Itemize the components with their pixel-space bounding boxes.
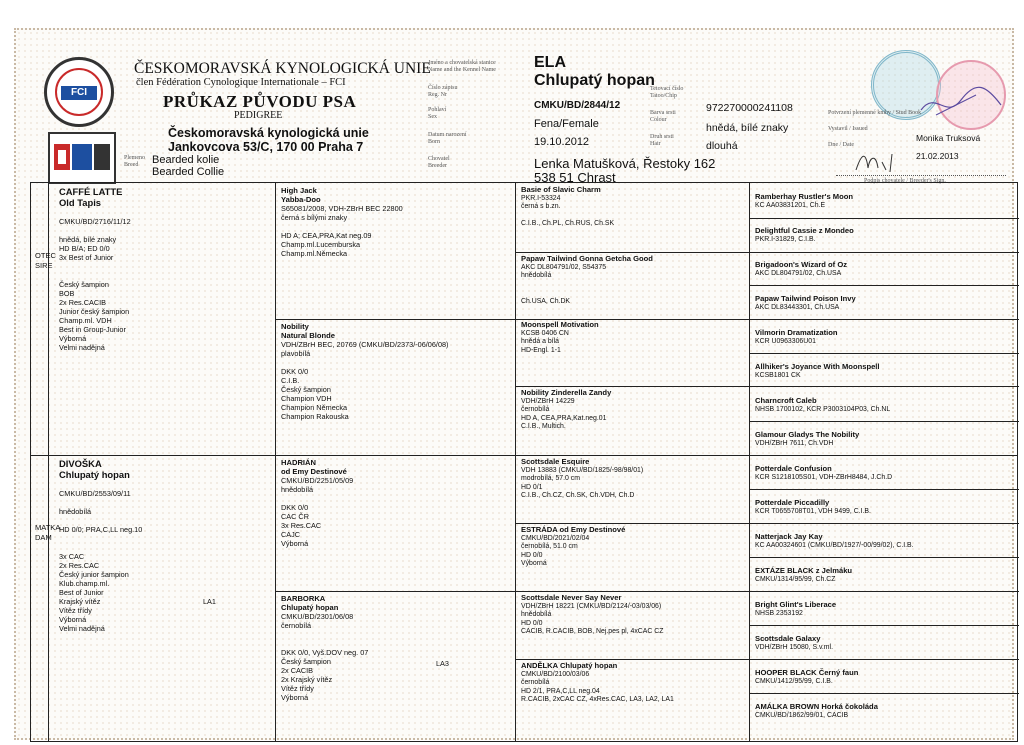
pedigree-detail-line: [521, 289, 745, 298]
org-name: ČESKOMORAVSKÁ KYNOLOGICKÁ UNIE: [134, 60, 431, 77]
gen3-ancestor-cell: [521, 594, 745, 637]
pedigree-grid: [30, 182, 1018, 742]
org-address: Jankovcova 53/C, 170 00 Praha 7: [168, 140, 364, 154]
pedigree-detail-line: [59, 534, 269, 543]
pedigree-detail-line: C.I.B., Ch.PL, Ch.RUS, Ch.SK: [521, 220, 615, 228]
ancestor-reg: KCR S1218105S01, VDH-ZBrH8484, J.Ch.D: [755, 474, 893, 481]
gen4-ancestor-cell: [755, 498, 1015, 516]
pedigree-detail-line: hnědobílá: [521, 272, 552, 280]
ancestor-kennel: Natural Blonde: [281, 331, 336, 340]
pedigree-detail-line: CMKU/BD/2251/05/09: [281, 476, 354, 485]
pedigree-detail-line: plavobílá: [281, 349, 311, 358]
pedigree-detail-line: HD 0/0: [521, 619, 543, 627]
pedigree-detail-line: hnědobílá: [521, 611, 552, 619]
pedigree-detail-line: CAC ČR: [281, 512, 309, 521]
pedigree-detail-line: KCSB 0406 CN: [521, 329, 569, 337]
gen3-ancestor-cell: [521, 389, 745, 432]
ancestor-name: Papaw Tailwind Gonna Getcha Good: [521, 254, 653, 263]
gen4-ancestor-cell: [755, 294, 1015, 312]
gen4-ancestor-cell: [755, 532, 1015, 550]
pedigree-detail-line: VDH 13883 (CMKU/BD/1825/-98/98/01): [521, 466, 644, 474]
ancestor-name: Potterdale Piccadilly: [755, 498, 830, 507]
pedigree-detail-line: Český šampion: [281, 657, 331, 666]
dog-kennel: Chlupatý hopan: [534, 72, 655, 89]
gen4-ancestor-cell: [755, 328, 1015, 346]
side-letter: T: [45, 523, 51, 532]
gen3-ancestor-cell: [521, 526, 745, 569]
pedigree-detail-line: [59, 226, 269, 235]
pedigree-detail-line: 2x Res.CAC: [59, 561, 100, 570]
pedigree-detail-line: hnědobílá: [281, 485, 314, 494]
label-name-kennel: Jméno a chovatelská stanice Name and the Kennel Name: [428, 60, 496, 73]
pedigree-detail-line: [59, 208, 269, 217]
side-letter: A: [55, 523, 60, 532]
ancestor-reg: KC AA03831201, Ch.E: [755, 202, 826, 209]
pedigree-detail-line: C.I.B., Ch.CZ, Ch.SK, Ch.VDH, Ch.D: [521, 492, 635, 500]
pedigree-detail-line: hnědá, bílé znaky: [59, 235, 117, 244]
pedigree-detail-line: Výborná: [59, 334, 87, 343]
gen2-ancestor-cell: [281, 322, 509, 421]
ancestor-name: Vilmorin Dramatization: [755, 328, 838, 337]
pedigree-detail-line: CMKU/BD/2553/09/11: [59, 489, 131, 498]
dam-kennel: Chlupatý hopan: [59, 468, 130, 480]
pedigree-detail-line: Vítěz třídy: [281, 684, 314, 693]
pedigree-detail-line: Výborná: [59, 615, 87, 624]
pedigree-detail-line: HD 0/0; PRA,C,LL neg.10: [59, 525, 143, 534]
ancestor-name: Basie of Slavic Charm: [521, 185, 601, 194]
ancestor-name: EXTÁZE BLACK z Jelmáku: [755, 566, 853, 575]
ancestor-name: High Jack: [281, 186, 317, 195]
side-letter: E: [45, 251, 51, 260]
label-signature: Podpis chovatele / Breeder's Sign.: [864, 178, 946, 184]
ancestor-name: HADRIÁN: [281, 458, 317, 467]
pedigree-detail-line: [59, 480, 269, 489]
label-breeder: Chovatel Breeder: [428, 156, 450, 169]
pedigree-detail-line: [281, 222, 509, 231]
pedigree-detail-line: HD 2/1, PRA,C,LL neg.04: [521, 687, 600, 695]
ancestor-name: Scottsdale Never Say Never: [521, 593, 622, 602]
signature-icon: [916, 80, 1006, 125]
gen2-la: LA3: [436, 659, 449, 668]
gen2-ancestor-cell: [281, 594, 509, 702]
pedigree-detail-line: Champion Německa: [281, 403, 348, 412]
side-letter: M: [35, 523, 42, 532]
gen4-ancestor-cell: [755, 702, 1015, 720]
pedigree-detail-line: [521, 212, 745, 221]
ancestor-reg: CMKU/1412/95/99, C.I.B.: [755, 678, 833, 685]
pedigree-detail-line: Best of Junior: [59, 588, 104, 597]
pedigree-detail-line: HD B/A; ED 0/0: [59, 244, 110, 253]
pedigree-detail-line: černobílá: [521, 679, 550, 687]
label-born: Datum narození Born: [428, 132, 467, 145]
pedigree-detail-line: 2x CACIB: [281, 666, 314, 675]
ancestor-reg: KCR U0963306U01: [755, 338, 816, 345]
pedigree-detail-line: CACIB, R.CACIB, BOB, Nej.pes pl, 4xCAC CZ: [521, 628, 664, 636]
gen2-ancestor-cell: [281, 186, 509, 258]
pedigree-detail-line: Champ.ml.Lucemburska: [281, 240, 361, 249]
pedigree-detail-line: černá s b.zn.: [521, 203, 561, 211]
pedigree-detail-line: C.I.B., Multich.: [521, 423, 566, 431]
ancestor-name: Glamour Gladys The Nobility: [755, 430, 860, 439]
pedigree-detail-line: Junior český šampion: [59, 307, 130, 316]
ancestor-reg: KCR T0655708T01, VDH 9499, C.I.B.: [755, 508, 871, 515]
pedigree-detail-line: černobílá: [521, 406, 550, 414]
pedigree-detail-line: [59, 516, 269, 525]
breed-label: Plemeno Breed: [124, 155, 145, 168]
pedigree-detail-line: Ch.USA, Ch.DK: [521, 297, 571, 305]
pedigree-detail-line: Velmi nadějná: [59, 343, 105, 352]
pedigree-detail-line: CMKU/BD/2100/03/06: [521, 670, 590, 678]
side-letter: R: [42, 260, 48, 270]
pedigree-detail-line: CMKU/BD/2301/06/08: [281, 612, 354, 621]
pedigree-detail-line: 2x Krajský vítěz: [281, 675, 333, 684]
breed-cz: Bearded kolie: [152, 154, 220, 166]
side-letter: S: [35, 260, 41, 270]
ancestor-reg: VDH/ZBrH 15080, S.v.ml.: [755, 644, 833, 651]
pedigree-detail-line: [281, 639, 509, 648]
pedigree-detail-line: VDH/ZBrH 14229: [521, 397, 575, 405]
dog-breeder-addr: 538 51 Chrast: [534, 170, 616, 185]
pedigree-detail-line: VDH/ZBrH 18221 (CMKU/BD/2124/-03/03/06): [521, 602, 662, 610]
label-studbook: Potvrzení plemenné knihy / Stud Book: [828, 110, 922, 116]
sire-cell: [59, 187, 269, 352]
gen4-ancestor-cell: [755, 566, 1015, 584]
pedigree-detail-line: Champion Rakouska: [281, 412, 349, 421]
pedigree-detail-line: HD A; CEA,PRA,Kat neg.09: [281, 231, 372, 240]
pedigree-detail-line: 2x Res.CACIB: [59, 298, 107, 307]
ancestor-kennel: od Emy Destinové: [281, 467, 347, 476]
gen4-ancestor-cell: [755, 362, 1015, 380]
dog-reg-no: CMKU/BD/2844/12: [534, 100, 621, 111]
pedigree-detail-line: Best in Group-Junior: [59, 325, 126, 334]
ancestor-reg: AKC DL804791/02, Ch.USA: [755, 270, 842, 277]
pedigree-detail-line: Klub.champ.ml.: [59, 579, 110, 588]
side-otec: [35, 251, 56, 270]
pedigree-detail-line: CAJC: [281, 530, 301, 539]
dog-sex: Fena/Female: [534, 118, 599, 130]
ancestor-name: ESTRÁDA od Emy Destinové: [521, 525, 626, 534]
gen3-ancestor-cell: [521, 662, 745, 705]
issued-by: Monika Truksová: [916, 133, 981, 143]
ancestor-name: BARBORKA: [281, 594, 326, 603]
dam-cell: [59, 459, 269, 633]
ancestor-name: Ramberhay Rustler's Moon: [755, 192, 854, 201]
gen4-ancestor-cell: [755, 226, 1015, 244]
pedigree-detail-line: [59, 271, 269, 280]
gen4-ancestor-cell: [755, 600, 1015, 618]
side-letter: A: [41, 523, 46, 532]
ancestor-name: Nobility Zinderella Zandy: [521, 388, 612, 397]
side-letter: I: [40, 260, 43, 270]
ancestor-name: Brigadoon's Wizard of Oz: [755, 260, 848, 269]
pedigree-detail-line: černobílá, 51.0 cm: [521, 543, 578, 551]
label-date: Dne / Date: [828, 142, 854, 148]
pedigree-detail-line: 3x CAC: [59, 552, 85, 561]
ancestor-kennel: Yabba-Doo: [281, 195, 321, 204]
dog-born: 19.10.2012: [534, 136, 590, 148]
pedigree-detail-line: Český junior šampion: [59, 570, 129, 579]
ancestor-name: Moonspell Motivation: [521, 320, 599, 329]
pedigree-detail-line: Český šampion: [59, 280, 109, 289]
sire-kennel: Old Tapis: [59, 196, 102, 208]
pedigree-detail-line: Champ.ml.Německa: [281, 249, 348, 258]
pedigree-detail-line: Champion VDH: [281, 394, 332, 403]
label-reg-no: Číslo zápisu Reg. Nr: [428, 85, 458, 98]
issue-date: 21.02.2013: [916, 151, 959, 161]
pedigree-detail-line: 3x Res.CAC: [281, 521, 322, 530]
pedigree-detail-line: HD 0/1: [521, 483, 543, 491]
gen4-ancestor-cell: [755, 260, 1015, 278]
side-letter: O: [35, 251, 41, 260]
org-member: člen Fédération Cynologique Internationale – FCI: [136, 77, 346, 88]
dog-breeder-name: Lenka Matušková, Řestoky 162: [534, 156, 716, 171]
pedigree-detail-line: [59, 543, 269, 552]
ancestor-reg: VDH/ZBrH 7611, Ch.VDH: [755, 440, 834, 447]
pedigree-detail-line: AKC DL804791/02, S54375: [521, 263, 607, 271]
pedigree-detail-line: HD 0/0: [521, 551, 543, 559]
ancestor-reg: PKR.I-31829, C.I.B.: [755, 236, 816, 243]
side-letter: K: [50, 523, 56, 532]
pedigree-detail-line: C.I.B.: [281, 376, 300, 385]
doc-title: PRŮKAZ PŮVODU PSA: [163, 92, 357, 111]
dog-hair: dlouhá: [706, 140, 738, 152]
ancestor-name: Potterdale Confusion: [755, 464, 832, 473]
gen4-ancestor-cell: [755, 396, 1015, 414]
label-hair: Druh srsti Hair: [650, 134, 674, 147]
gen4-ancestor-cell: [755, 634, 1015, 652]
pedigree-document: [14, 28, 1014, 740]
pedigree-detail-line: Výborná: [521, 560, 547, 568]
dam-name: DIVOŠKA: [59, 458, 102, 469]
side-letter: A: [40, 532, 46, 542]
pedigree-detail-line: CMKU/BD/2716/11/12: [59, 217, 131, 226]
sire-name: CAFFÉ LATTE: [59, 186, 123, 197]
ancestor-name: Papaw Tailwind Poison Invy: [755, 294, 856, 303]
ancestor-name: Allhiker's Joyance With Moonspell: [755, 362, 880, 371]
ancestor-name: Bright Glint's Liberace: [755, 600, 837, 609]
pedigree-detail-line: DKK 0/0, Vyš.DOV neg. 07: [281, 648, 369, 657]
pedigree-detail-line: DKK 0/0: [281, 367, 309, 376]
ancestor-name: Charncroft Caleb: [755, 396, 817, 405]
cmku-logo-icon: [48, 132, 116, 184]
ancestor-name: ANDĚLKA Chlupatý hopan: [521, 661, 618, 670]
ancestor-name: Nobility: [281, 322, 309, 331]
pedigree-detail-line: [59, 498, 269, 507]
pedigree-detail-line: Český šampion: [281, 385, 331, 394]
org-name-2: Českomoravská kynologická unie: [168, 126, 369, 140]
pedigree-detail-line: hnědobílá: [59, 507, 92, 516]
pedigree-detail-line: černobílá: [281, 621, 312, 630]
side-letter: M: [45, 532, 52, 542]
gen3-ancestor-cell: [521, 186, 745, 229]
pedigree-detail-line: [521, 281, 745, 290]
ancestor-name: HOOPER BLACK Černý faun: [755, 668, 859, 677]
ancestor-reg: AKC DL83443301, Ch.USA: [755, 304, 840, 311]
pedigree-detail-line: HD-Engl. 1-1: [521, 346, 561, 354]
ancestor-name: Delightful Cassie z Mondeo: [755, 226, 854, 235]
pedigree-detail-line: černá s bílými znaky: [281, 213, 348, 222]
gen3-ancestor-cell: [521, 458, 745, 501]
doc-subtitle: PEDIGREE: [234, 110, 283, 121]
ancestor-name: Natterjack Jay Kay: [755, 532, 823, 541]
pedigree-detail-line: Champ.ml. VDH: [59, 316, 112, 325]
ancestor-reg: KCSB1801 CK: [755, 372, 801, 379]
pedigree-detail-line: HD A, CEA,PRA,Kat.neg.01: [521, 414, 607, 422]
ancestor-name: Scottsdale Galaxy: [755, 634, 821, 643]
pedigree-detail-line: [281, 630, 509, 639]
pedigree-detail-line: R.CACIB, 2xCAC CZ, 4xRes.CAC, LA3, LA2, LA1: [521, 696, 674, 704]
side-letter: C: [50, 251, 56, 260]
pedigree-detail-line: CMKU/BD/2021/02/04: [521, 534, 590, 542]
pedigree-detail-line: Velmi nadějná: [59, 624, 105, 633]
pedigree-detail-line: Výborná: [281, 693, 309, 702]
gen3-ancestor-cell: [521, 255, 745, 307]
ancestor-kennel: Chlupatý hopan: [281, 603, 339, 612]
pedigree-detail-line: VDH/ZBrH BEC, 20769 (CMKU/BD/2373/-06/06/08): [281, 340, 449, 349]
ancestor-reg: NHSB 2353192: [755, 610, 803, 617]
side-matka: [35, 523, 60, 542]
ancestor-reg: NHSB 1700102, KCR P3003104P03, Ch.NL: [755, 406, 891, 413]
ancestor-name: Scottsdale Esquire: [521, 457, 590, 466]
breed-en: Bearded Collie: [152, 166, 225, 178]
ancestor-reg: CMKU/BD/1862/99/01, CACIB: [755, 712, 849, 719]
pedigree-detail-line: [59, 262, 269, 271]
side-letter: T: [40, 251, 46, 260]
gen3-ancestor-cell: [521, 321, 745, 355]
gen2-ancestor-cell: [281, 458, 509, 548]
gen4-ancestor-cell: [755, 430, 1015, 448]
gen4-ancestor-cell: [755, 464, 1015, 482]
pedigree-detail-line: Krajský vítěz: [59, 597, 101, 606]
pedigree-detail-line: [281, 358, 509, 367]
label-tattoo: Tetovací číslo Tatoo/Chip: [650, 86, 684, 99]
pedigree-detail-line: 3x Best of Junior: [59, 253, 114, 262]
fci-logo-icon: FCI: [44, 57, 114, 127]
label-sex: Pohlaví Sex: [428, 107, 447, 120]
label-colour: Barva srsti Colour: [650, 110, 676, 123]
breeder-signature-icon: [852, 148, 912, 174]
pedigree-detail-line: BOB: [59, 289, 75, 298]
dog-name: ELA: [534, 54, 566, 71]
ancestor-reg: CMKU/1314/95/99, Ch.CZ: [755, 576, 836, 583]
ancestor-reg: KC AA00324601 (CMKU/BD/1927/-00/99/02), C.I.B.: [755, 542, 914, 549]
dam-la: LA1: [203, 597, 216, 606]
side-letter: E: [47, 260, 53, 270]
pedigree-detail-line: S65081/2008, VDH-ZBrH BEC 22800: [281, 204, 403, 213]
side-letter: D: [35, 532, 41, 542]
dog-colour: hnědá, bílé znaky: [706, 122, 789, 134]
label-issued: Vystavil / Issued: [828, 126, 868, 132]
pedigree-detail-line: Vítěz třídy: [59, 606, 92, 615]
pedigree-detail-line: modrobílá, 57.0 cm: [521, 475, 580, 483]
pedigree-detail-line: Výborná: [281, 539, 309, 548]
gen4-ancestor-cell: [755, 668, 1015, 686]
pedigree-detail-line: DKK 0/0: [281, 503, 309, 512]
pedigree-detail-line: PKR.I-53324: [521, 194, 561, 202]
dog-chip: 972270000241108: [706, 102, 793, 114]
pedigree-detail-line: [281, 494, 509, 503]
ancestor-name: AMÁLKA BROWN Horká čokoláda: [755, 702, 878, 711]
gen4-ancestor-cell: [755, 192, 1015, 210]
pedigree-detail-line: hnědá a bílá: [521, 338, 559, 346]
